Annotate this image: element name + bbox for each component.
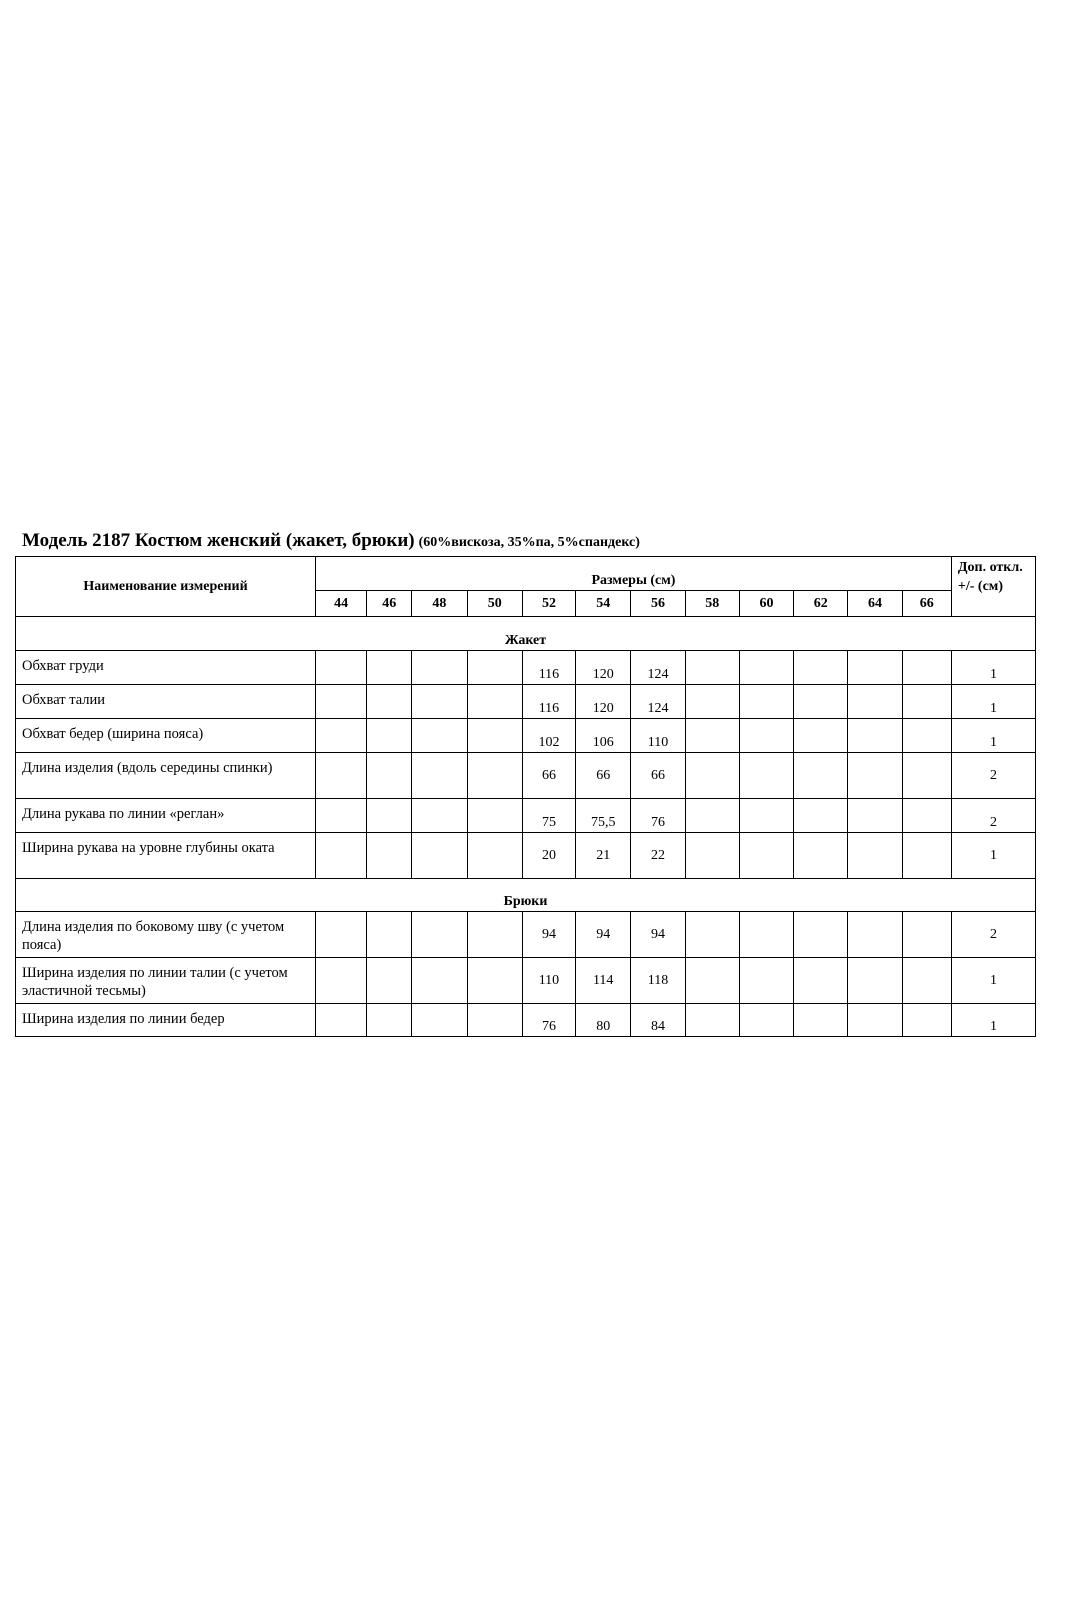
- value-56: 124: [631, 685, 685, 719]
- value-56: 84: [631, 1004, 685, 1037]
- size-table: [15, 556, 1036, 1037]
- measurement-name: Ширина изделия по линии талии (с учетом эластичной тесьмы): [16, 958, 316, 1004]
- value-52: 102: [522, 719, 575, 753]
- section-title-trousers: Брюки: [16, 879, 1036, 912]
- measurement-name: Длина изделия (вдоль середины спинки): [16, 753, 316, 799]
- tolerance-value: 2: [951, 753, 1035, 799]
- value-54: 80: [576, 1004, 631, 1037]
- value-56: 76: [631, 799, 685, 833]
- value-56: 94: [631, 912, 685, 958]
- title-composition: (60%вискоза, 35%па, 5%спандекс): [418, 535, 640, 550]
- size-header: 64: [848, 591, 902, 617]
- tolerance-value: 1: [951, 719, 1035, 753]
- tolerance-value: 1: [951, 833, 1035, 879]
- measurement-name: Длина изделия по боковому шву (с учетом пояса): [16, 912, 316, 958]
- table-row: [16, 719, 1036, 753]
- size-header: 48: [412, 591, 467, 617]
- tolerance-value: 1: [951, 685, 1035, 719]
- value-56: 124: [631, 651, 685, 685]
- value-54: 120: [576, 685, 631, 719]
- tolerance-value: 1: [951, 958, 1035, 1004]
- measurement-name: Обхват груди: [16, 651, 316, 685]
- value-52: 116: [522, 651, 575, 685]
- table-row: [16, 833, 1036, 879]
- table-row: [16, 912, 1036, 958]
- size-header: 66: [902, 591, 951, 617]
- value-56: 118: [631, 958, 685, 1004]
- title-main: Модель 2187 Костюм женский (жакет, брюки): [22, 530, 415, 551]
- measurement-name: Ширина рукава на уровне глубины оката: [16, 833, 316, 879]
- tolerance-value: 1: [951, 651, 1035, 685]
- tolerance-value: 2: [951, 799, 1035, 833]
- value-52: 116: [522, 685, 575, 719]
- value-56: 66: [631, 753, 685, 799]
- table-row: [16, 1004, 1036, 1037]
- table-row: [16, 685, 1036, 719]
- value-54: 75,5: [576, 799, 631, 833]
- tolerance-value: 1: [951, 1004, 1035, 1037]
- section-title-jacket: Жакет: [16, 617, 1036, 651]
- size-header: 50: [467, 591, 522, 617]
- value-52: 110: [522, 958, 575, 1004]
- value-54: 106: [576, 719, 631, 753]
- value-52: 75: [522, 799, 575, 833]
- measurement-name: Ширина изделия по линии бедер: [16, 1004, 316, 1037]
- table-row: [16, 958, 1036, 1004]
- value-52: 20: [522, 833, 575, 879]
- measurement-name: Длина рукава по линии «реглан»: [16, 799, 316, 833]
- measurement-name: Обхват бедер (ширина пояса): [16, 719, 316, 753]
- value-54: 114: [576, 958, 631, 1004]
- measurement-name: Обхват талии: [16, 685, 316, 719]
- size-header: 60: [739, 591, 793, 617]
- value-54: 21: [576, 833, 631, 879]
- tolerance-value: 2: [951, 912, 1035, 958]
- table-row: [16, 651, 1036, 685]
- sizes-header: Размеры (см): [316, 557, 952, 591]
- size-header: 58: [685, 591, 739, 617]
- value-52: 94: [522, 912, 575, 958]
- value-56: 22: [631, 833, 685, 879]
- size-header: 62: [794, 591, 848, 617]
- tolerance-header: Доп. откл. +/- (см): [951, 557, 1035, 617]
- value-52: 76: [522, 1004, 575, 1037]
- value-52: 66: [522, 753, 575, 799]
- size-header: 52: [522, 591, 575, 617]
- value-54: 120: [576, 651, 631, 685]
- size-header: 54: [576, 591, 631, 617]
- value-56: 110: [631, 719, 685, 753]
- size-header: 44: [316, 591, 367, 617]
- document-title: [22, 530, 1022, 552]
- value-54: 66: [576, 753, 631, 799]
- table-row: [16, 753, 1036, 799]
- size-header: 46: [367, 591, 412, 617]
- table-row: [16, 799, 1036, 833]
- value-54: 94: [576, 912, 631, 958]
- size-header: 56: [631, 591, 685, 617]
- measurement-name-header: Наименование измерений: [16, 557, 316, 617]
